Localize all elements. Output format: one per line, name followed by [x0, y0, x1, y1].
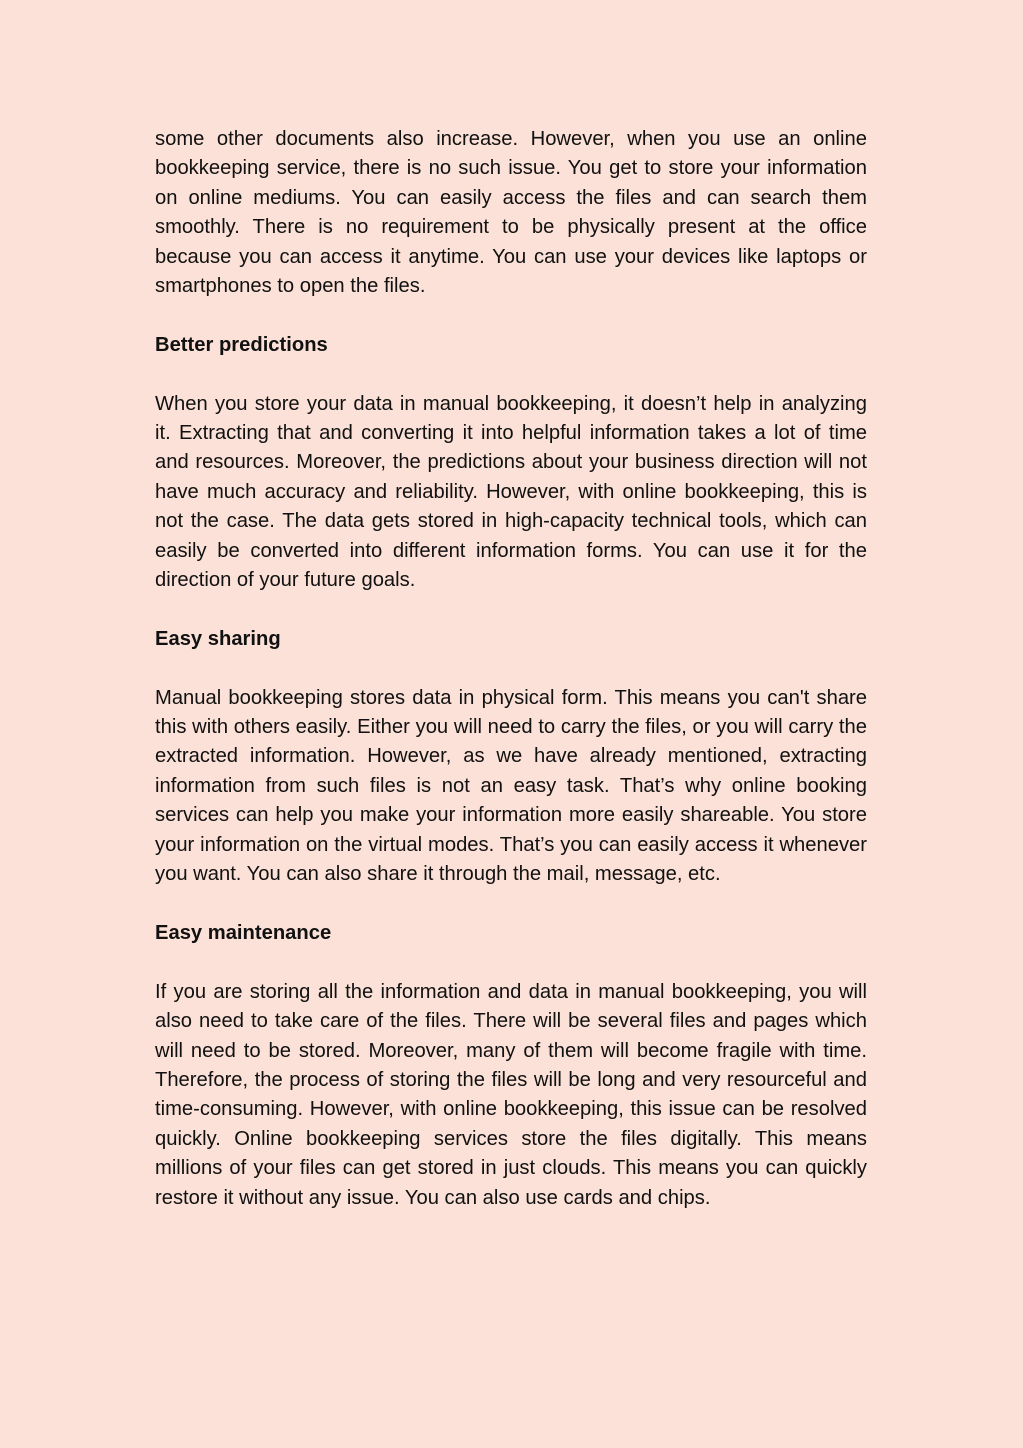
spacer	[155, 948, 867, 977]
paragraph-easy-maintenance: If you are storing all the information and data in manual bookkeeping, you will also need to take care of the files. There will be several files and pages which will need to be stored. Moreover, many of them will become fragile with time. Therefore, the process of storing the files will be long and very resourceful and time-consuming. However, with online bookkeeping, this issue can be resolved quickly. Online bookkeeping services store the files digitally. This means millions of your files can get stored in just clouds. This means you can quickly restore it without any issue. You can also use cards and chips.	[155, 980, 867, 1209]
heading-easy-maintenance: Easy maintenance	[155, 921, 332, 944]
paragraph-better-predictions: When you store your data in manual bookkeeping, it doesn’t help in analyzing it. Extracting that and converting it into helpful information takes a lot of time and resources. Moreover, the predictions about your business direction will not have much accuracy and reliability. However, with online bookkeeping, this is not the case. The data gets stored in high-capacity technical tools, which can easily be converted into different information forms. You can use it for the direction of your future goals.	[155, 392, 867, 592]
spacer	[155, 595, 867, 624]
spacer	[155, 890, 867, 919]
spacer	[155, 301, 867, 330]
document-page	[155, 125, 867, 1213]
spacer	[155, 654, 867, 683]
heading-better-predictions: Better predictions	[155, 333, 328, 356]
spacer	[155, 360, 867, 389]
heading-easy-sharing: Easy sharing	[155, 627, 281, 650]
paragraph-intro-continuation: some other documents also increase. However, when you use an online bookkeeping service, there is no such issue. You get to store your information on online mediums. You can easily access the files and can search them smoothly. There is no requirement to be physically present at the office because you can access it anytime. You can use your devices like laptops or smartphones to open the files.	[155, 128, 867, 298]
paragraph-easy-sharing: Manual bookkeeping stores data in physical form. This means you can't share this with others easily. Either you will need to carry the files, or you will carry the extracted information. However, as we have already mentioned, extracting information from such files is not an easy task. That’s why online booking services can help you make your information more easily shareable. You store your information on the virtual modes. That’s you can easily access it whenever you want. You can also share it through the mail, message, etc.	[155, 686, 867, 886]
